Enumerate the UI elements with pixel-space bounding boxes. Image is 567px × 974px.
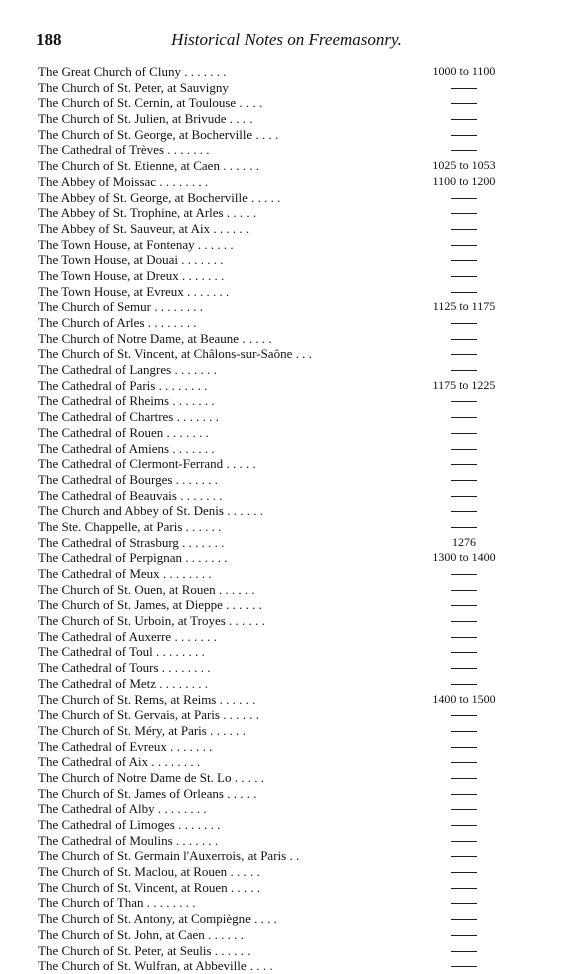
page-number: 188 <box>36 30 62 49</box>
building-name <box>38 833 218 849</box>
building-name <box>38 786 256 802</box>
date-range: 1400 to 1500 <box>432 691 496 706</box>
ditto-dash <box>451 433 477 434</box>
leader-dots: . . . . . . . . <box>155 377 208 393</box>
list-item <box>38 190 508 206</box>
building-name-text: The Cathedral of Clermont-Ferrand <box>38 456 224 472</box>
list-item <box>38 550 508 566</box>
building-name-text: The Cathedral of Evreux <box>38 738 167 754</box>
leader-dots: . . . . . . . <box>172 832 219 848</box>
list-item <box>38 488 508 504</box>
building-name-text: The Church of St. Etienne, at Caen <box>38 158 220 174</box>
building-name-text: The Church of St. James, at Dieppe <box>38 597 223 613</box>
ditto-dash <box>451 150 477 151</box>
building-name-text: The Church of St. Rems, at Reims <box>38 691 217 707</box>
leader-dots: . . . . . . . . <box>144 315 197 330</box>
leader-dots: . . . . . . <box>222 597 262 613</box>
building-name <box>38 707 259 723</box>
building-name-text: The Church and Abbey of St. Denis <box>38 503 224 519</box>
leader-dots: . . . . . . . . <box>158 660 211 676</box>
building-name <box>38 456 256 472</box>
building-name <box>38 174 208 190</box>
list-item <box>38 692 508 708</box>
ditto-dash <box>451 621 477 622</box>
ditto-dash <box>451 88 477 89</box>
leader-dots: . . . . . . . <box>169 393 215 409</box>
list-item <box>38 927 508 943</box>
building-name <box>38 127 278 143</box>
ditto-dash <box>451 825 477 826</box>
building-name-text: The Church of St. Cernin, at Toulouse <box>38 95 237 111</box>
ditto-dash <box>451 841 477 842</box>
building-name <box>38 660 211 676</box>
ditto-dash <box>451 260 477 261</box>
leader-dots: . . . . . <box>223 785 257 801</box>
building-name-text: The Church of St. Germain l'Auxerrois, at Paris <box>38 848 287 864</box>
page-header <box>36 30 537 54</box>
leader-dots: . . . . . . . . <box>154 801 207 817</box>
leader-dots: . . . . . . . <box>172 471 218 487</box>
building-name <box>38 425 209 441</box>
list-item <box>38 158 508 174</box>
ditto-dash <box>451 872 477 873</box>
building-name <box>38 503 263 519</box>
list-item <box>38 378 508 394</box>
list-item <box>38 472 508 488</box>
leader-dots: . . . . . . . <box>163 424 209 440</box>
leader-dots: . . . . . . . . <box>148 754 201 770</box>
list-item <box>38 221 508 237</box>
ditto-dash <box>451 856 477 857</box>
ditto-dash <box>451 684 477 685</box>
building-name <box>38 221 249 237</box>
leader-dots: . . . . . . <box>216 691 256 707</box>
building-name-text: The Church of St. Peter, at Sauvigny <box>38 79 229 95</box>
ditto-dash <box>451 715 477 716</box>
building-name <box>38 519 221 535</box>
building-name <box>38 895 196 911</box>
building-name-text: The Church of St. James of Orleans <box>38 785 224 801</box>
building-name-text: The Cathedral of Chartres <box>38 409 174 425</box>
list-item <box>38 519 508 535</box>
leader-dots: . . . . <box>236 95 263 111</box>
list-item <box>38 315 508 331</box>
leader-dots: . . . . . . <box>194 236 234 252</box>
building-name-text: The Cathedral of Trèves <box>38 142 165 158</box>
building-name-text: The Church of Notre Dame de St. Lo <box>38 769 232 785</box>
leader-dots: . . . . . . <box>225 613 265 629</box>
leader-dots: . . . . . . . <box>180 64 227 79</box>
building-name-text: The Church of St. Ouen, at Rouen <box>38 581 216 597</box>
building-name-text: The Cathedral of Limoges <box>38 817 175 832</box>
building-name <box>38 237 234 253</box>
building-name-text: The Great Church of Cluny <box>38 64 181 79</box>
building-name-text: The Cathedral of Moulins <box>38 832 173 848</box>
list-item <box>38 284 508 300</box>
ditto-dash <box>451 354 477 355</box>
list-item <box>38 801 508 817</box>
building-name-text: The Abbey of St. Sauveur, at Aix <box>38 220 211 236</box>
list-item <box>38 393 508 409</box>
building-name-text: The Cathedral of Rouen <box>38 424 164 440</box>
leader-dots: . . . . . . . <box>178 267 225 283</box>
building-name-text: The Cathedral of Strasburg <box>38 534 179 550</box>
building-name-text: The Church of St. George, at Bocherville <box>38 126 253 142</box>
building-name <box>38 770 264 786</box>
leader-dots: . . . . . . <box>210 220 250 236</box>
date-range: 1025 to 1053 <box>432 158 496 173</box>
list-item <box>38 64 508 80</box>
list-item <box>38 174 508 190</box>
leader-dots: . . . . . . . <box>171 628 217 644</box>
leader-dots: . . . . <box>246 958 273 974</box>
list-item <box>38 864 508 880</box>
leader-dots: . . . . . . . <box>178 252 224 268</box>
building-name <box>38 864 260 880</box>
building-name-text: The Church of St. John, at Caen <box>38 926 205 942</box>
ditto-dash <box>451 966 477 967</box>
building-name <box>38 346 312 362</box>
list-item <box>38 754 508 770</box>
building-name <box>38 252 224 268</box>
building-name <box>38 692 255 708</box>
building-name-text: The Church of Than <box>38 895 144 911</box>
ditto-dash <box>451 449 477 450</box>
building-name <box>38 111 252 127</box>
list-item <box>38 943 508 959</box>
leader-dots: . . . . . . <box>223 503 263 519</box>
building-name <box>38 158 259 174</box>
building-name <box>38 268 224 284</box>
leader-dots: . . . . . . . <box>171 362 217 378</box>
list-item <box>38 409 508 425</box>
list-item <box>38 817 508 833</box>
building-name-text: The Church of Semur <box>38 299 152 315</box>
building-name <box>38 911 277 927</box>
date-range: 1276 <box>452 534 476 549</box>
leader-dots: . . . . . . . <box>173 409 219 425</box>
building-name-text: The Town House, at Dreux <box>38 267 179 283</box>
ditto-dash <box>451 401 477 402</box>
ditto-dash <box>451 198 477 199</box>
building-name-text: The Abbey of St. George, at Bocherville <box>38 189 248 205</box>
list-item <box>38 252 508 268</box>
building-name-text: The Town House, at Evreux <box>38 283 184 299</box>
ditto-dash <box>451 574 477 575</box>
building-name <box>38 378 207 394</box>
list-item <box>38 723 508 739</box>
building-name <box>38 190 280 206</box>
list-item <box>38 895 508 911</box>
leader-dots: . . . . . . <box>215 581 255 597</box>
building-name-text: The Church of St. Urboin, at Troyes <box>38 613 226 629</box>
building-name <box>38 315 197 331</box>
ditto-dash <box>451 731 477 732</box>
ditto-dash <box>451 103 477 104</box>
list-item <box>38 644 508 660</box>
list-item <box>38 786 508 802</box>
leader-dots: . . . . . . . . <box>156 173 209 189</box>
building-name-text: The Church of Arles <box>38 315 145 330</box>
list-item <box>38 582 508 598</box>
list-item <box>38 111 508 127</box>
leader-dots: . . . . . <box>223 456 256 472</box>
building-name <box>38 613 265 629</box>
list-item <box>38 833 508 849</box>
leader-dots: . . . . . . . <box>176 487 223 503</box>
list-item <box>38 456 508 472</box>
list-item <box>38 205 508 221</box>
leader-dots: . . . . . . . <box>169 440 215 456</box>
ditto-dash <box>451 747 477 748</box>
building-name <box>38 393 215 409</box>
leader-dots: . . . . . <box>247 189 281 205</box>
list-item <box>38 127 508 143</box>
list-item <box>38 535 508 551</box>
building-name-text: The Cathedral of Metz <box>38 675 157 691</box>
list-item <box>38 958 508 974</box>
building-name <box>38 754 200 770</box>
building-name-text: The Church of St. Wulfran, at Abbeville <box>38 958 247 974</box>
ditto-dash <box>451 511 477 512</box>
building-name-text: The Cathedral of Langres <box>38 362 172 378</box>
building-name <box>38 205 256 221</box>
list-item <box>38 441 508 457</box>
leader-dots: . . . <box>292 346 312 362</box>
building-name <box>38 284 229 300</box>
building-name <box>38 299 203 315</box>
building-name <box>38 535 224 551</box>
leader-dots: . . . . . . . <box>164 142 210 158</box>
building-name <box>38 142 210 158</box>
leader-dots: . . . . . . . . <box>156 675 209 691</box>
ditto-dash <box>451 903 477 904</box>
list-item <box>38 613 508 629</box>
ditto-dash <box>451 370 477 371</box>
building-name-text: The Church of St. Julien, at Brivude <box>38 111 227 127</box>
building-name <box>38 943 251 959</box>
ditto-dash <box>451 951 477 952</box>
ditto-dash <box>451 339 477 340</box>
ditto-dash <box>451 605 477 606</box>
ditto-dash <box>451 652 477 653</box>
list-item <box>38 676 508 692</box>
leader-dots: . . . . . . . . <box>151 299 204 315</box>
list-item <box>38 299 508 315</box>
building-name-text: The Cathedral of Toul <box>38 644 153 660</box>
building-name-text: The Town House, at Fontenay <box>38 236 195 252</box>
leader-dots: . . . . . <box>239 330 272 346</box>
building-name-text: The Abbey of St. Trophine, at Arles <box>38 205 224 221</box>
building-name <box>38 441 215 457</box>
ditto-dash <box>451 794 477 795</box>
leader-dots: . . . . . <box>227 864 260 880</box>
list-item <box>38 707 508 723</box>
list-item <box>38 362 508 378</box>
building-name-text: The Church of St. Méry, at Paris <box>38 722 207 738</box>
building-name-text: The Cathedral of Beauvais <box>38 487 177 503</box>
running-title: Historical Notes on Freemasonry. <box>171 30 402 49</box>
list-item <box>38 331 508 347</box>
building-name <box>38 409 219 425</box>
building-name <box>38 331 272 347</box>
building-name-text: The Cathedral of Perpignan <box>38 550 183 566</box>
leader-dots: . . . . . . <box>219 707 259 723</box>
building-name <box>38 472 218 488</box>
list-item <box>38 566 508 582</box>
ditto-dash <box>451 245 477 246</box>
list-item <box>38 237 508 253</box>
building-name-text: The Church of St. Vincent, at Rouen <box>38 879 228 895</box>
building-name <box>38 550 228 566</box>
building-name-text: The Ste. Chappelle, at Paris <box>38 518 183 534</box>
ditto-dash <box>451 323 477 324</box>
list-item <box>38 425 508 441</box>
leader-dots: . . . . . . . <box>178 534 225 550</box>
building-name <box>38 488 222 504</box>
leader-dots: . . . . <box>250 911 277 927</box>
leader-dots: . . . . . . <box>182 518 222 534</box>
building-name-text: The Cathedral of Aix <box>38 754 149 770</box>
building-name-text: The Cathedral of Amiens <box>38 440 170 456</box>
date-range: 1000 to 1100 <box>432 64 496 78</box>
building-name <box>38 676 208 692</box>
building-name <box>38 629 217 645</box>
building-name <box>38 644 205 660</box>
building-name-text: The Church of Notre Dame, at Beaune <box>38 330 240 346</box>
leader-dots: . . . . . <box>227 879 261 895</box>
list-item <box>38 848 508 864</box>
leader-dots: . . . . <box>226 111 253 127</box>
building-name <box>38 801 207 817</box>
building-name <box>38 582 255 598</box>
leader-dots: . . . . . . . <box>166 738 213 754</box>
leader-dots: . . . . . . . . <box>143 895 196 911</box>
ditto-dash <box>451 229 477 230</box>
list-item <box>38 597 508 613</box>
building-name-text: The Church of St. Gervais, at Paris <box>38 707 220 723</box>
building-name-text: The Cathedral of Paris <box>38 377 156 393</box>
date-range: 1125 to 1175 <box>432 299 496 314</box>
leader-dots: . . . . . <box>231 769 265 785</box>
leader-dots: . . . . . . . <box>174 817 221 832</box>
ditto-dash <box>451 119 477 120</box>
building-name-text: The Cathedral of Meux <box>38 566 160 581</box>
list-item <box>38 770 508 786</box>
leader-dots: . . . . . <box>223 205 257 221</box>
list-item <box>38 739 508 755</box>
list-item <box>38 911 508 927</box>
list-item <box>38 95 508 111</box>
ditto-dash <box>451 276 477 277</box>
building-name <box>38 566 212 582</box>
list-item <box>38 880 508 896</box>
ditto-dash <box>451 496 477 497</box>
building-name-text: The Cathedral of Alby <box>38 801 155 817</box>
ditto-dash <box>451 480 477 481</box>
leader-dots: . . . . <box>252 126 279 142</box>
ditto-dash <box>451 590 477 591</box>
list-item <box>38 346 508 362</box>
leader-dots: . . . . . . <box>211 942 251 958</box>
date-range: 1175 to 1225 <box>432 377 496 392</box>
ditto-dash <box>451 135 477 136</box>
ditto-dash <box>451 637 477 638</box>
building-name-text: The Church of St. Maclou, at Rouen <box>38 864 228 880</box>
list-item <box>38 268 508 284</box>
leader-dots: . . . . . . . <box>182 550 228 566</box>
building-name-text: The Cathedral of Bourges <box>38 471 173 487</box>
building-name <box>38 95 262 111</box>
building-name-text: The Church of St. Peter, at Seulis <box>38 942 212 958</box>
building-name-text: The Church of St. Vincent, at Châlons-sur-Saône <box>38 346 293 362</box>
building-name-text: The Church of St. Antony, at Compiègne <box>38 911 251 927</box>
building-name <box>38 80 229 96</box>
building-name <box>38 64 226 80</box>
ditto-dash <box>451 888 477 889</box>
building-name <box>38 880 260 896</box>
ditto-dash <box>451 464 477 465</box>
ditto-dash <box>451 668 477 669</box>
building-name-text: The Abbey of Moissac <box>38 173 157 189</box>
building-name <box>38 958 273 974</box>
ditto-dash <box>451 778 477 779</box>
ditto-dash <box>451 213 477 214</box>
leader-dots: . . . . . . . . <box>159 566 212 581</box>
building-list <box>38 64 508 974</box>
building-name <box>38 739 212 755</box>
ditto-dash <box>451 417 477 418</box>
list-item <box>38 660 508 676</box>
ditto-dash <box>451 292 477 293</box>
building-name <box>38 723 246 739</box>
building-name <box>38 817 220 833</box>
building-name <box>38 362 217 378</box>
ditto-dash <box>451 935 477 936</box>
ditto-dash <box>451 809 477 810</box>
leader-dots: . . <box>286 848 300 864</box>
list-item <box>38 80 508 96</box>
leader-dots: . . . . . . . <box>183 283 230 299</box>
list-item <box>38 142 508 158</box>
ditto-dash <box>451 527 477 528</box>
building-name-text: The Cathedral of Auxerre <box>38 628 172 644</box>
building-name <box>38 927 244 943</box>
leader-dots: . . . . . . . . <box>152 644 205 660</box>
building-name-text: The Cathedral of Tours <box>38 660 159 676</box>
list-item <box>38 503 508 519</box>
leader-dots: . . . . . . <box>219 158 259 174</box>
date-range: 1300 to 1400 <box>432 550 496 565</box>
list-item <box>38 629 508 645</box>
ditto-dash <box>451 762 477 763</box>
leader-dots: . . . . . . <box>204 926 244 942</box>
leader-dots: . . . . . . <box>206 722 246 738</box>
building-name <box>38 597 262 613</box>
date-range: 1100 to 1200 <box>432 173 496 188</box>
building-name-text: The Cathedral of Rheims <box>38 393 170 409</box>
building-name <box>38 848 299 864</box>
building-name-text: The Town House, at Douai <box>38 252 179 268</box>
